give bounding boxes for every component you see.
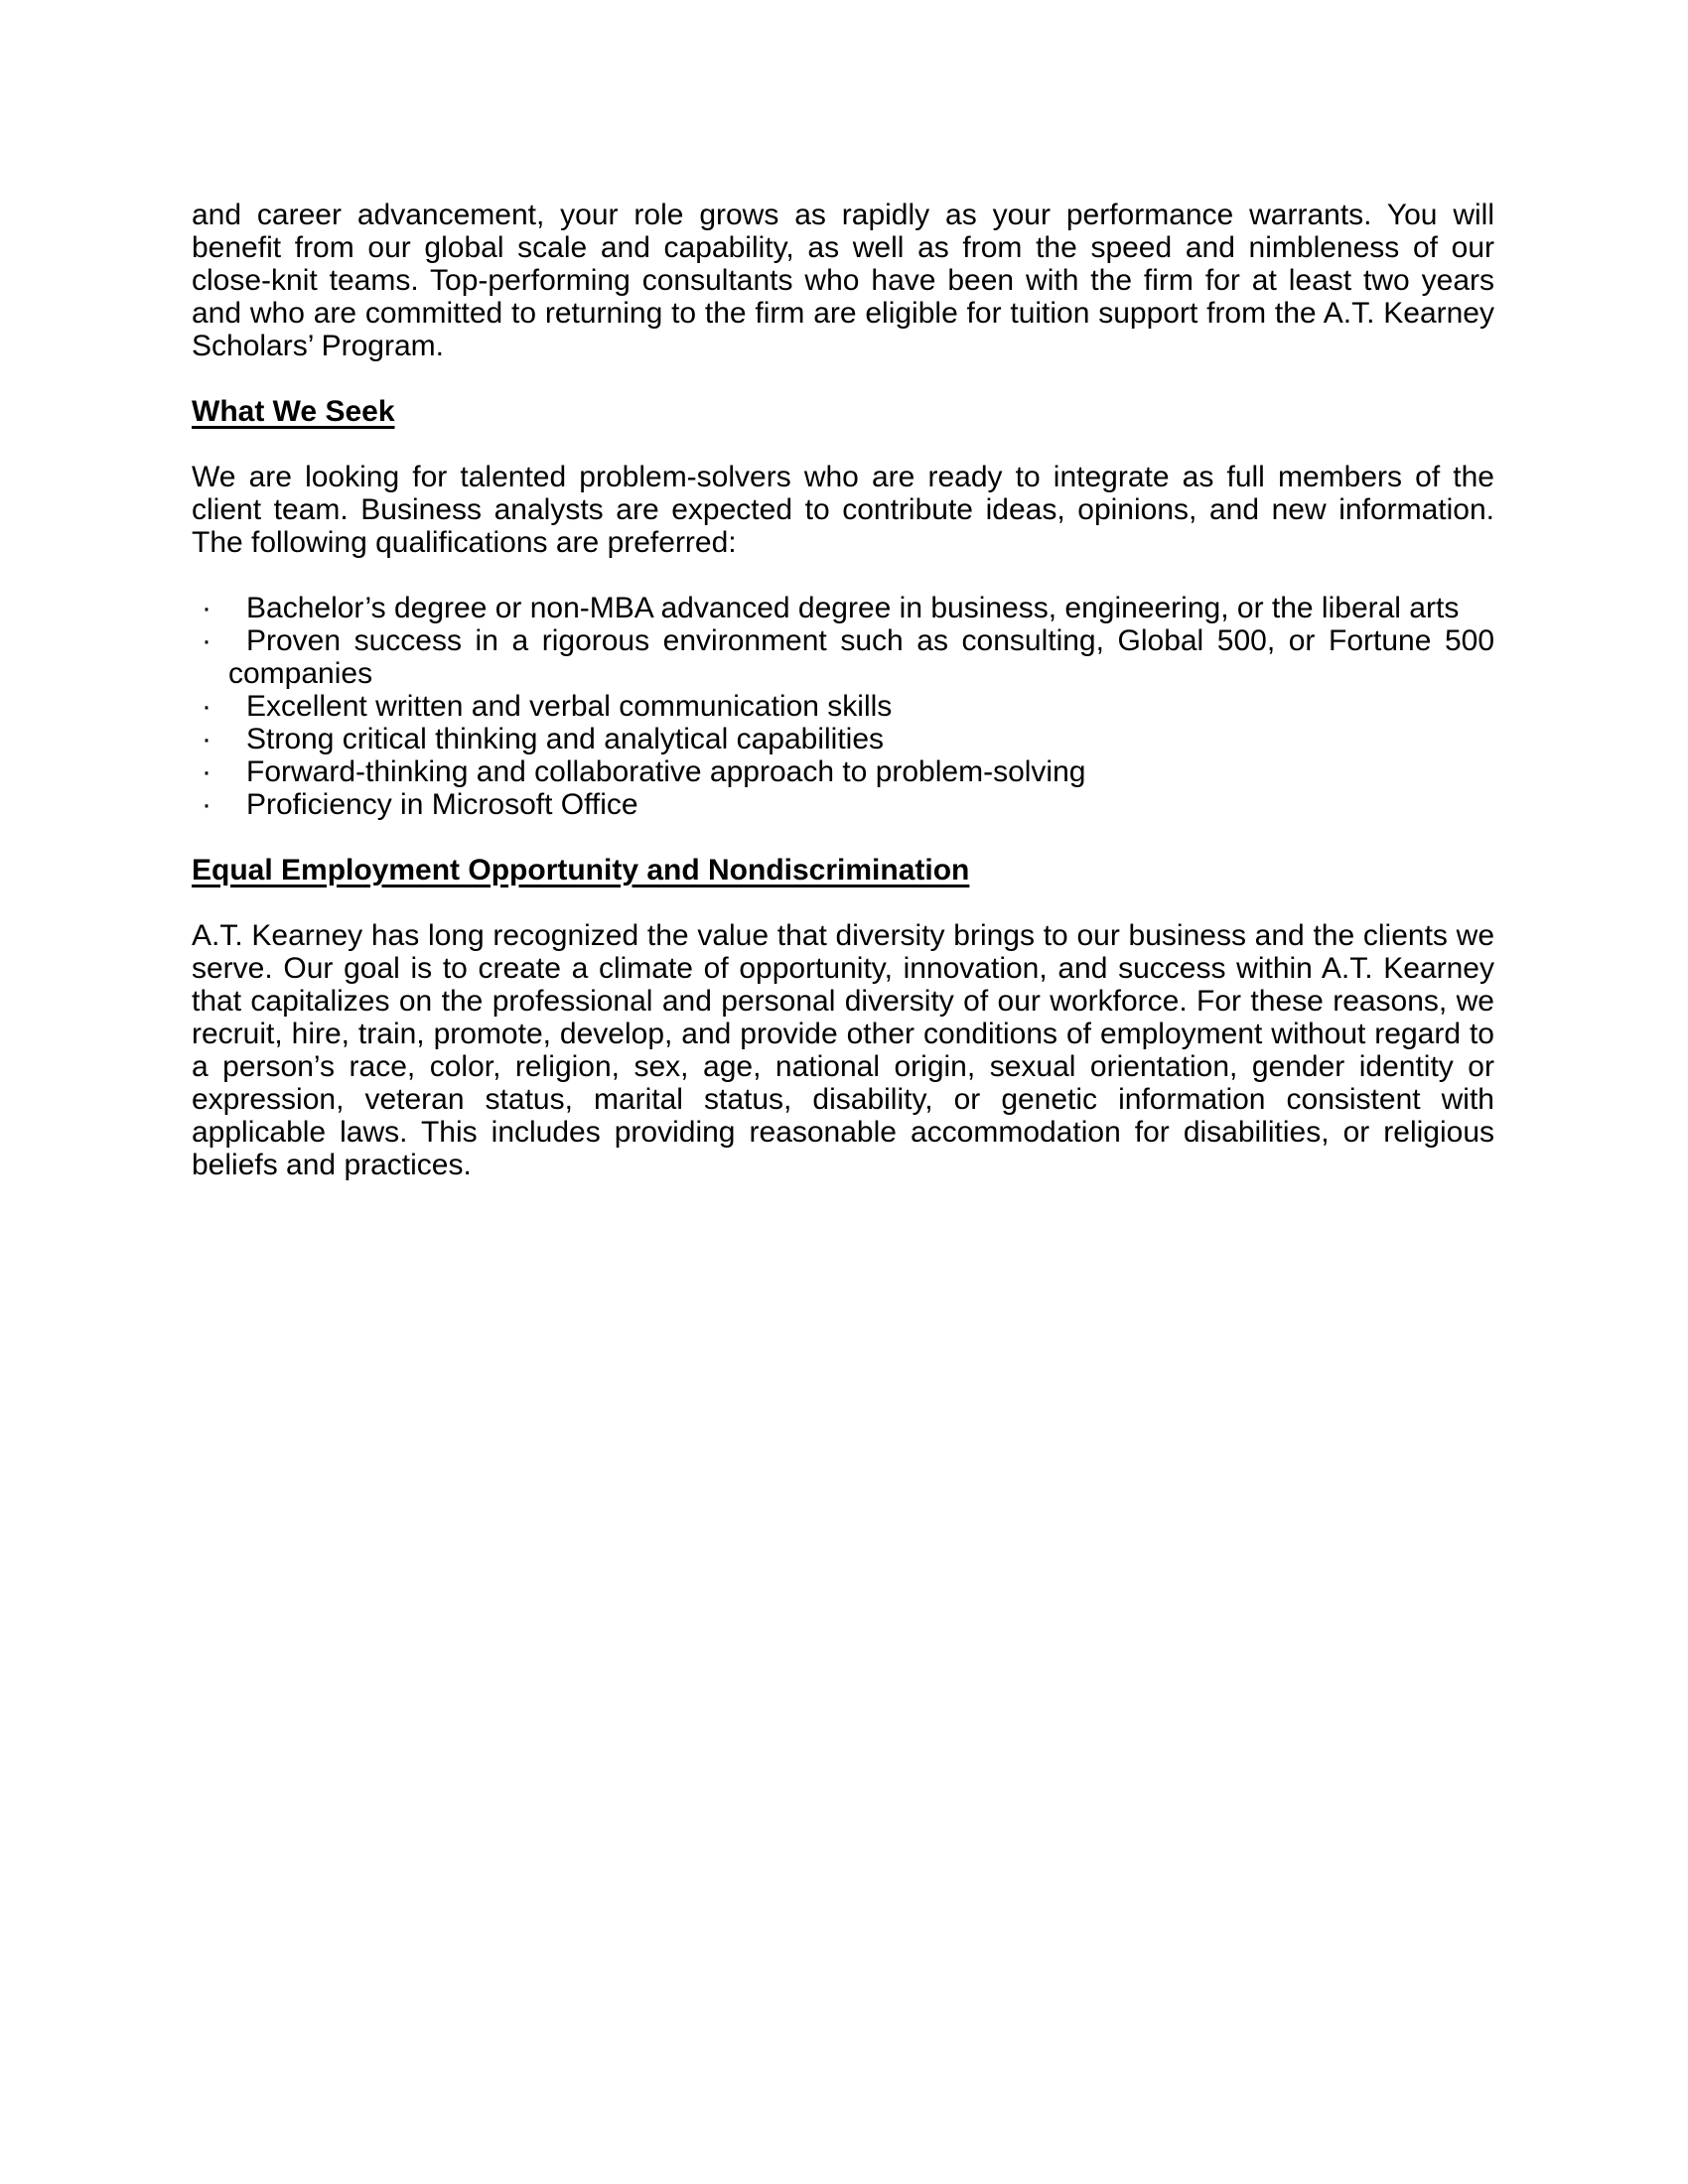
bullet-icon: · bbox=[202, 624, 211, 657]
list-item-critical-thinking bbox=[192, 723, 1494, 755]
paragraph-what-we-seek: We are looking for talented problem-solvers who are ready to integrate as full members of the client team. Business analysts are expected to contribute ideas, opinions, and new information. The following qualifications are preferred: bbox=[192, 461, 1494, 559]
list-item-text: Proven success in a rigorous environment such as consulting, Global 500, or Fortune 500 companies bbox=[228, 624, 1494, 690]
bullet-icon: · bbox=[202, 592, 211, 624]
list-item-microsoft-office bbox=[192, 788, 1494, 821]
list-item-bachelors-degree bbox=[192, 592, 1494, 624]
bullet-icon: · bbox=[202, 723, 211, 755]
heading-what-we-seek bbox=[192, 395, 1494, 428]
paragraph-career-advancement: and career advancement, your role grows as rapidly as your performance warrants. You will benefit from our global scale and capability, as well as from the speed and nimbleness of our close-knit teams. Top-performing consultants who have been with the firm for at least two years and who are committed to returning to the firm are eligible for tuition support from the A.T. Kearney Scholars’ Program. bbox=[192, 199, 1494, 362]
bullet-icon: · bbox=[202, 690, 211, 723]
heading-equal-employment-opportunity-text: Equal Employment Opportunity and Nondiscrimination bbox=[192, 854, 970, 887]
list-item-text: Excellent written and verbal communication skills bbox=[246, 690, 893, 723]
heading-what-we-seek-text: What We Seek bbox=[192, 395, 395, 428]
list-item-text: Proficiency in Microsoft Office bbox=[246, 788, 638, 821]
bullet-icon: · bbox=[202, 788, 211, 821]
list-item-text: Strong critical thinking and analytical capabilities bbox=[246, 723, 885, 755]
list-item-communication-skills bbox=[192, 690, 1494, 723]
list-item-text: Bachelor’s degree or non-MBA advanced degree in business, engineering, or the liberal arts bbox=[246, 592, 1460, 624]
qualifications-list bbox=[192, 592, 1494, 821]
list-item-text: Forward-thinking and collaborative approach to problem-solving bbox=[246, 755, 1086, 788]
list-item-forward-thinking bbox=[192, 755, 1494, 788]
heading-equal-employment-opportunity bbox=[192, 854, 1494, 887]
list-item-proven-success bbox=[192, 624, 1494, 690]
paragraph-equal-employment-opportunity: A.T. Kearney has long recognized the value that diversity brings to our business and the clients we serve. Our goal is to create a climate of opportunity, innovation, and success within A.T. Kearney that capitalizes on the professional and personal diversity of our workforce. For these reasons, we recruit, hire, train, promote, develop, and provide other conditions of employment without regard to a person’s race, color, religion, sex, age, national origin, sexual orientation, gender identity or expression, veteran status, marital status, disability, or genetic information consistent with applicable laws. This includes providing reasonable accommodation for disabilities, or religious beliefs and practices. bbox=[192, 919, 1494, 1181]
bullet-icon: · bbox=[202, 755, 211, 788]
